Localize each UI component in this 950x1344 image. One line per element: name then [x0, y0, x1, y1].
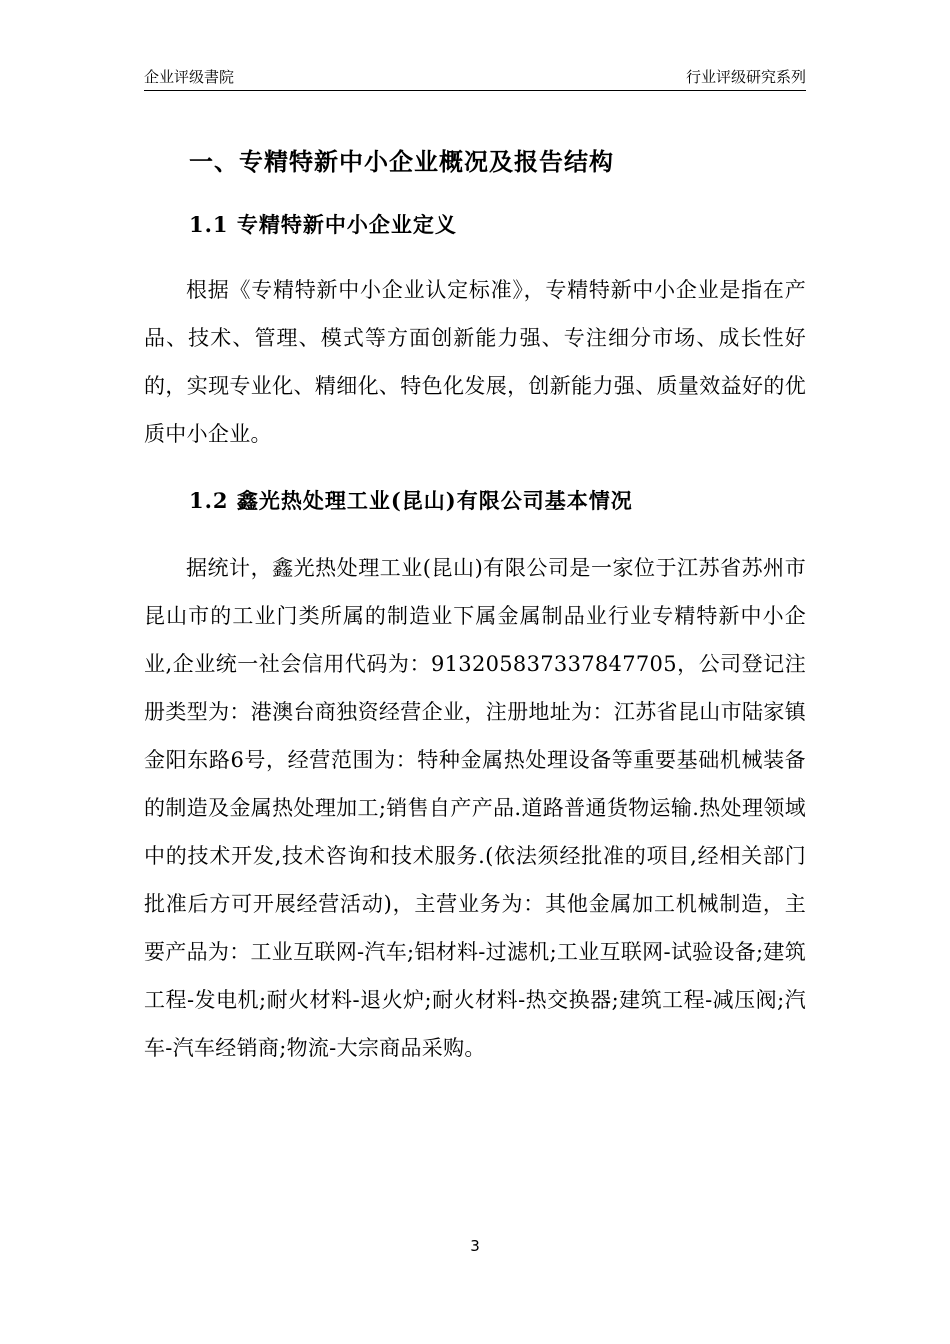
header-right-title: 行业评级研究系列 — [685, 68, 806, 86]
definition-paragraph: 根据《专精特新中小企业认定标准》，专精特新中小企业是指在产品、技术、管理、模式等方面创新能力强、专注细分市场、成长性好的，实现专业化、精细化、特色化发展，创新能力强、质量效益好的优质中小企业。 — [144, 278, 806, 446]
section-heading: 一、专精特新中小企业概况及报告结构 — [189, 147, 614, 176]
subsection-heading-1-2: 1.2 鑫光热处理工业(昆山)有限公司基本情况 — [189, 488, 633, 513]
header-left-title: 企业评级書院 — [144, 68, 235, 86]
page-number: 3 — [470, 1237, 480, 1255]
header-divider — [144, 90, 806, 91]
subsection-heading-1-1: 1.1 专精特新中小企业定义 — [189, 212, 457, 237]
company-info-paragraph: 据统计，鑫光热处理工业(昆山)有限公司是一家位于江苏省苏州市昆山市的工业门类所属的制造业下属金属制品业行业专精特新中小企业,企业统一社会信用代码为：913205837337847705，公司登记注册类型为：港澳台商独资经营企业，注册地址为：江苏省昆山市陆家镇金阳东路6号，经营范围为：特种金属热处理设备等重要基础机械装备的制造及金属热处理加工;销售自产产品.道路普通货物运输.热处理领域中的技术开发,技术咨询和技术服务.(依法须经批准的项目,经相关部门批准后方可开展经营活动)，主营业务为：其他金属加工机械制造，主要产品为：工业互联网-汽车;铝材料-过滤机;工业互联网-试验设备;建筑工程-发电机;耐火材料-退火炉;耐火材料-热交换器;建筑工程-减压阀;汽车-汽车经销商;物流-大宗商品采购。 — [144, 556, 807, 1060]
